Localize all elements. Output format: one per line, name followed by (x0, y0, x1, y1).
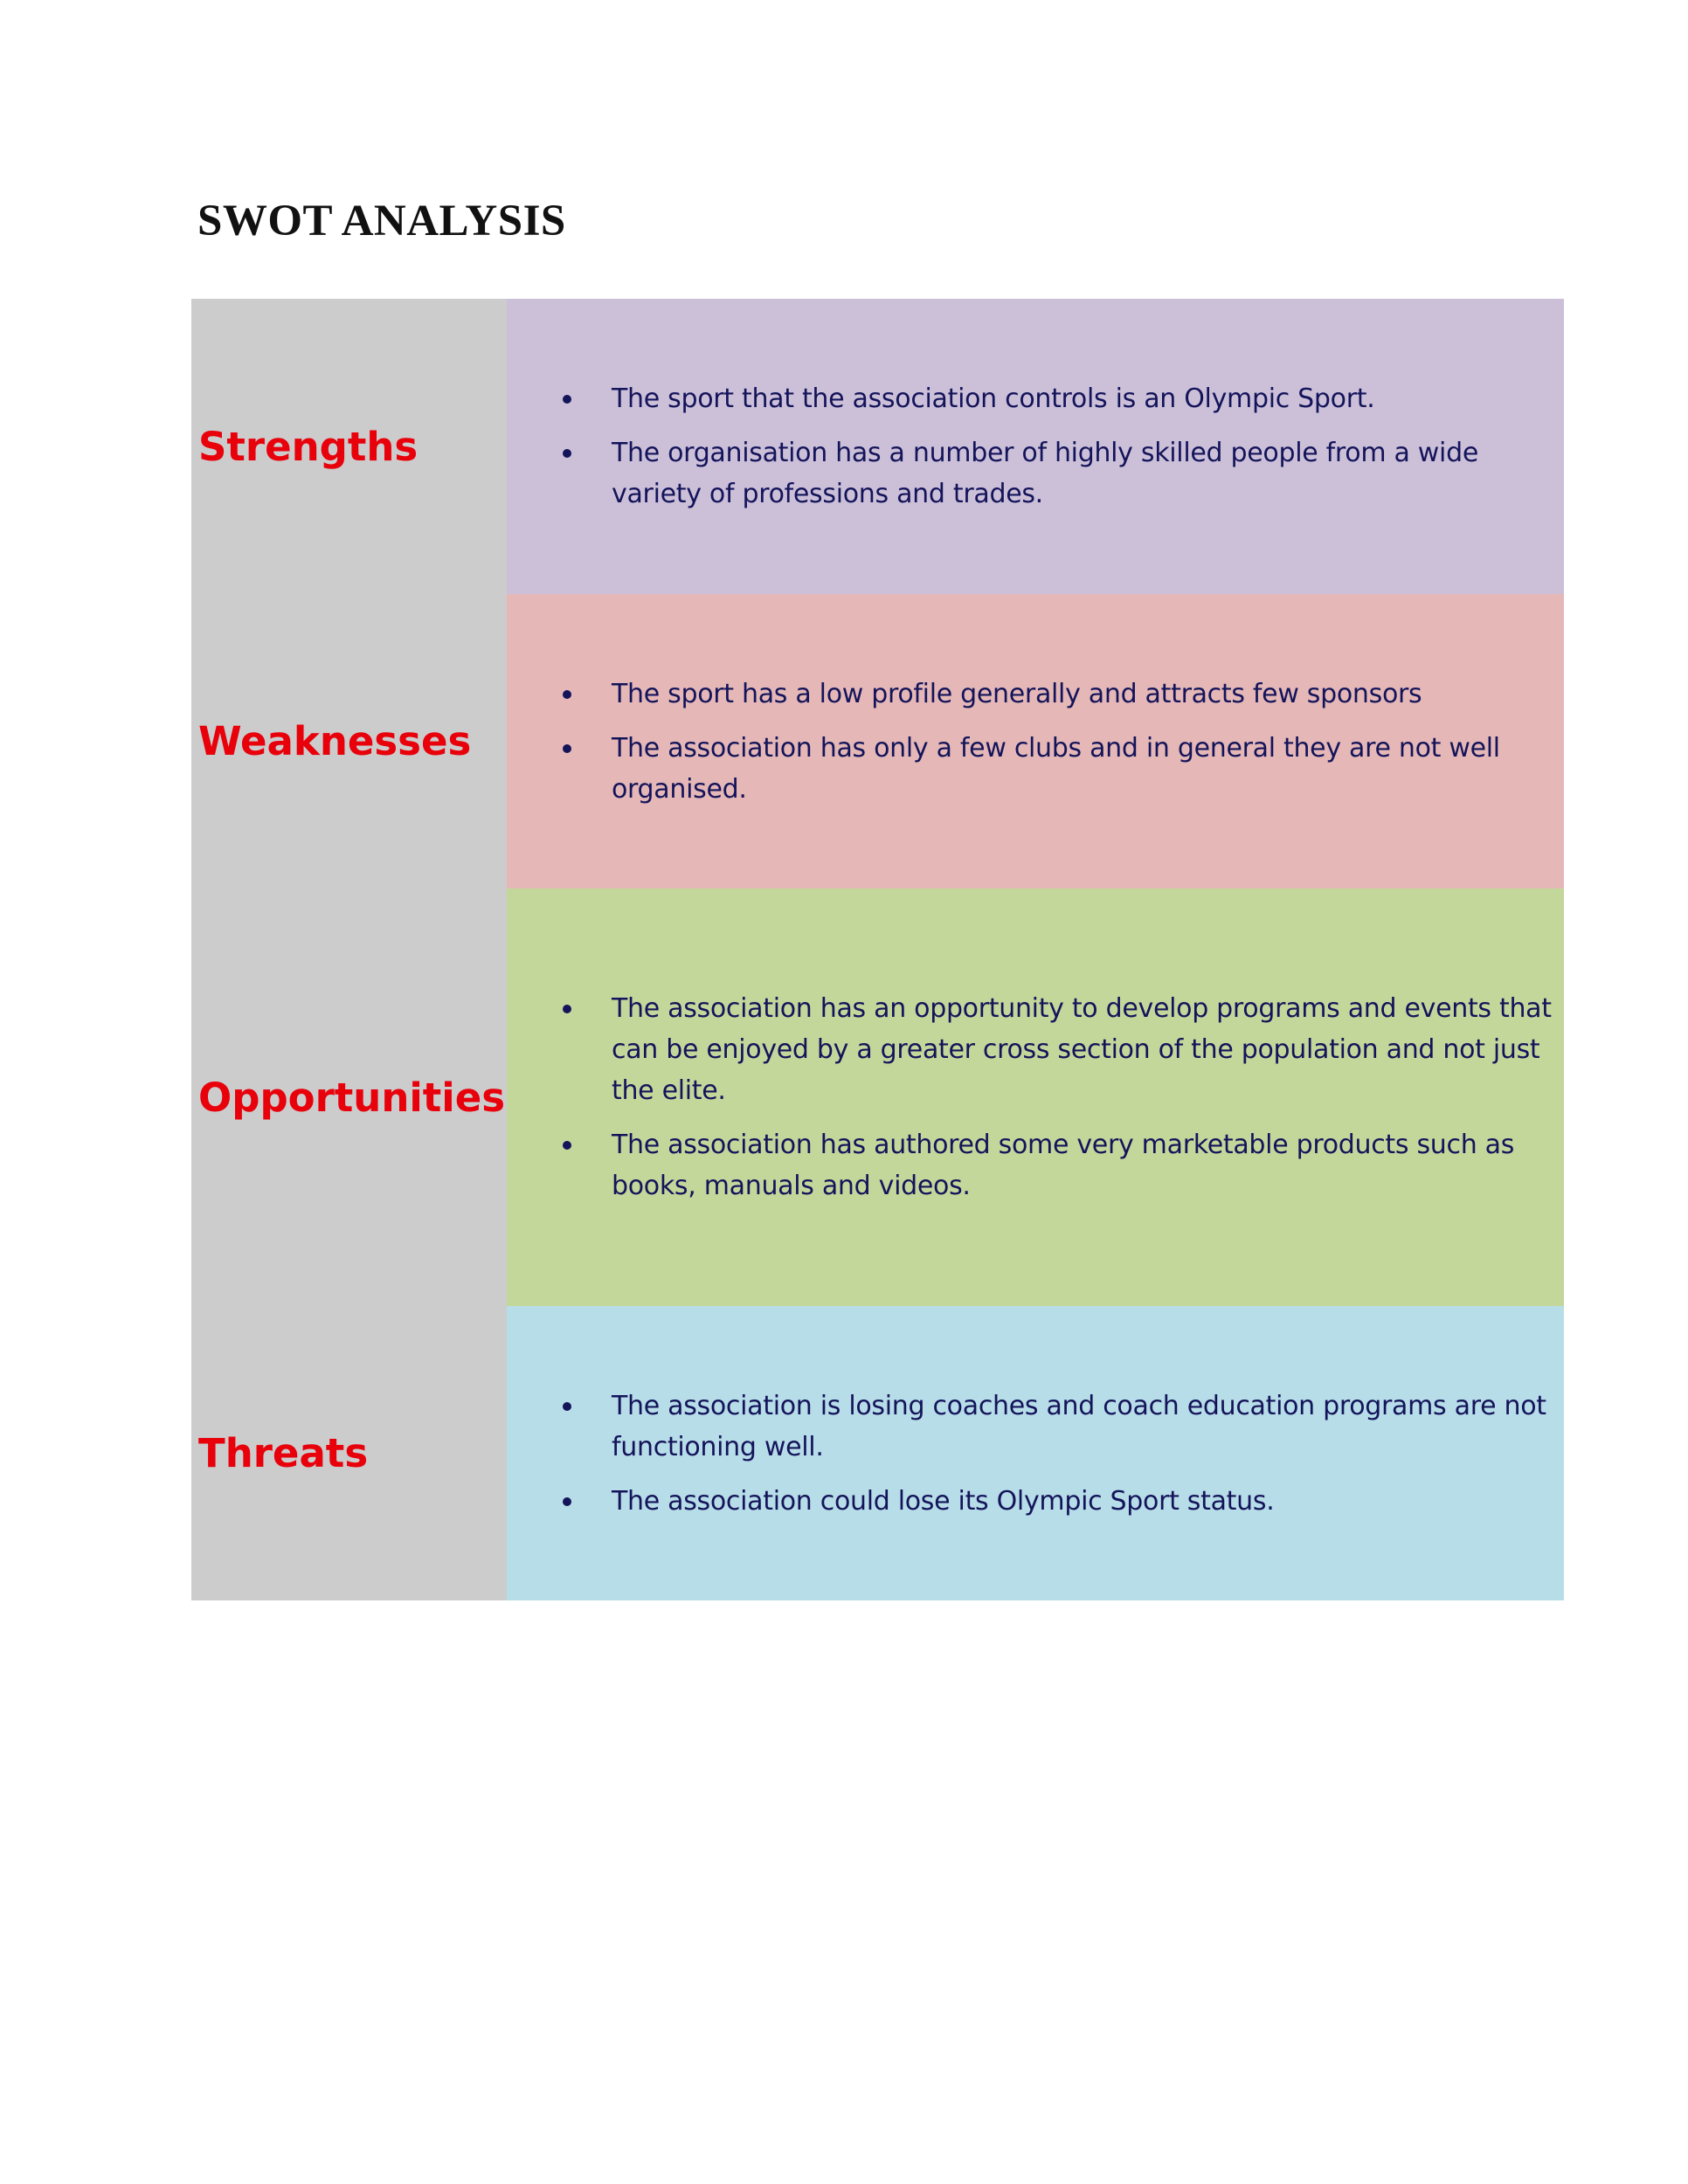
list-item (507, 1386, 1559, 1468)
bullet-icon (563, 1005, 571, 1013)
weaknesses-label-cell (191, 594, 507, 888)
weaknesses-list (507, 674, 1559, 810)
strengths-label: Strengths (198, 423, 419, 470)
strengths-content-cell (507, 299, 1564, 594)
list-item-text: The sport has a low profile generally and attracts few sponsors (612, 678, 1422, 709)
list-item (507, 728, 1559, 810)
list-item-text: The association has authored some very marketable products such as books, manuals and videos. (612, 1130, 1515, 1201)
threats-list (507, 1386, 1559, 1522)
weaknesses-content-cell (507, 594, 1564, 888)
bullet-icon (563, 1402, 571, 1411)
swot-table (191, 299, 1564, 1600)
list-item-text: The organisation has a number of highly skilled people from a wide variety of professions and trades. (612, 438, 1478, 509)
list-item-text: The association could lose its Olympic Sport status. (612, 1485, 1275, 1517)
strengths-list (507, 378, 1559, 515)
bullet-icon (563, 1497, 571, 1506)
list-item (507, 988, 1559, 1111)
page-title: SWOT ANALYSIS (197, 197, 566, 245)
bullet-icon (563, 449, 571, 458)
list-item (507, 432, 1559, 515)
opportunities-content-cell (507, 888, 1564, 1306)
list-item (507, 1124, 1559, 1206)
bullet-icon (563, 690, 571, 699)
bullet-icon (563, 395, 571, 404)
list-item (507, 674, 1559, 715)
opportunities-label-cell (191, 888, 507, 1306)
opportunities-list (507, 988, 1559, 1206)
weaknesses-label: Weaknesses (198, 718, 472, 764)
bullet-icon (563, 744, 571, 753)
list-item-text: The association is losing coaches and coach education programs are not functioning well. (612, 1390, 1546, 1462)
strengths-label-cell (191, 299, 507, 594)
list-item-text: The sport that the association controls is an Olympic Sport. (612, 384, 1375, 414)
list-item-text: The association has an opportunity to develop programs and events that can be enjoyed by a greater cross section of the population and not just the elite. (612, 993, 1552, 1106)
list-item-text: The association has only a few clubs and in general they are not well organised. (612, 732, 1500, 805)
list-item (507, 1481, 1559, 1522)
bullet-icon (563, 1141, 571, 1150)
opportunities-label: Opportunities (198, 1074, 506, 1121)
threats-label: Threats (198, 1430, 369, 1476)
threats-content-cell (507, 1306, 1564, 1600)
list-item (507, 378, 1559, 419)
threats-label-cell (191, 1306, 507, 1600)
